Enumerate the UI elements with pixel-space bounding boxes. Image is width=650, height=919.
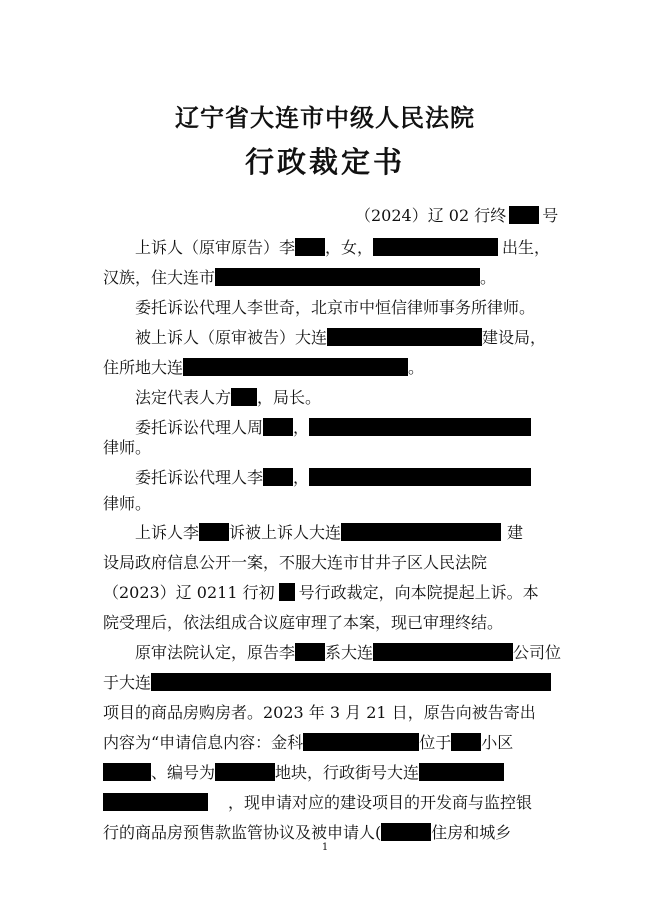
case-line-2: 设局政府信息公开一案，不服大连市甘井子区人民法院: [103, 553, 488, 572]
redaction: [373, 643, 513, 661]
representative-line: 法定代表人方 ，局长。: [135, 388, 322, 407]
redaction: [103, 793, 208, 811]
finding-line-4: 内容为“申请信息内容：金科 位于 小区: [103, 733, 514, 752]
appellee-address-line: 住所地大连 。: [103, 358, 425, 377]
court-name: 辽宁省大连市中级人民法院: [175, 104, 475, 132]
finding-line-2: 于大连: [103, 673, 551, 693]
redaction: [279, 583, 295, 601]
redaction: [373, 238, 498, 256]
finding-line-3: 项目的商品房购房者。2023 年 3 月 21 日，原告向被告寄出: [103, 703, 536, 722]
case-number: （2024）辽 02 行终 号: [355, 206, 559, 225]
lawyer1-line: 律师。: [103, 438, 152, 457]
finding-line-7: 行的商品房预售款监管协议及被申请人( 住房和城乡: [103, 823, 512, 842]
redaction: [309, 418, 531, 436]
redaction: [199, 523, 229, 541]
redaction: [509, 206, 539, 224]
redaction: [419, 763, 504, 781]
redaction: [215, 763, 275, 781]
appellee-line: 被上诉人（原审被告）大连 建设局，: [135, 328, 547, 347]
redaction: [309, 468, 531, 486]
redaction: [103, 763, 151, 781]
finding-line-5: 、编号为 地块，行政街号大连: [103, 763, 504, 783]
redaction: [295, 238, 325, 256]
case-line-4: 院受理后，依法组成合议庭审理了本案，现已审理终结。: [103, 613, 504, 632]
document-type: 行政裁定书: [244, 145, 405, 179]
lawyer2-line: 律师。: [103, 494, 152, 513]
appellant-address-line: 汉族，住大连市 。: [103, 268, 497, 287]
redaction: [451, 733, 481, 751]
redaction: [303, 733, 419, 751]
agent3-line: 委托诉讼代理人李 ，: [135, 468, 531, 488]
redaction: [341, 523, 501, 541]
redaction: [295, 643, 325, 661]
redaction: [231, 388, 257, 406]
redaction: [183, 358, 408, 376]
appellant-line: 上诉人（原审原告）李 ，女， 出生，: [135, 238, 551, 257]
redaction: [263, 418, 293, 436]
redaction: [215, 268, 480, 286]
redaction: [151, 673, 551, 691]
redaction: [263, 468, 293, 486]
finding-line-1: 原审法院认定，原告李 系大连 公司位: [135, 643, 562, 662]
redaction: [327, 328, 482, 346]
agent1-line: 委托诉讼代理人李世奇，北京市中恒信律师事务所律师。: [135, 298, 536, 317]
case-line-1: 上诉人李 诉被上诉人大连 建: [135, 523, 524, 542]
finding-line-6: ，现申请对应的建设项目的开发商与监控银: [103, 793, 532, 813]
case-line-3: （2023）辽 0211 行初 号行政裁定，向本院提起上诉。本: [103, 583, 539, 602]
agent2-line: 委托诉讼代理人周 ，: [135, 418, 531, 438]
redaction: [381, 823, 431, 841]
page-number: 1: [321, 842, 329, 853]
